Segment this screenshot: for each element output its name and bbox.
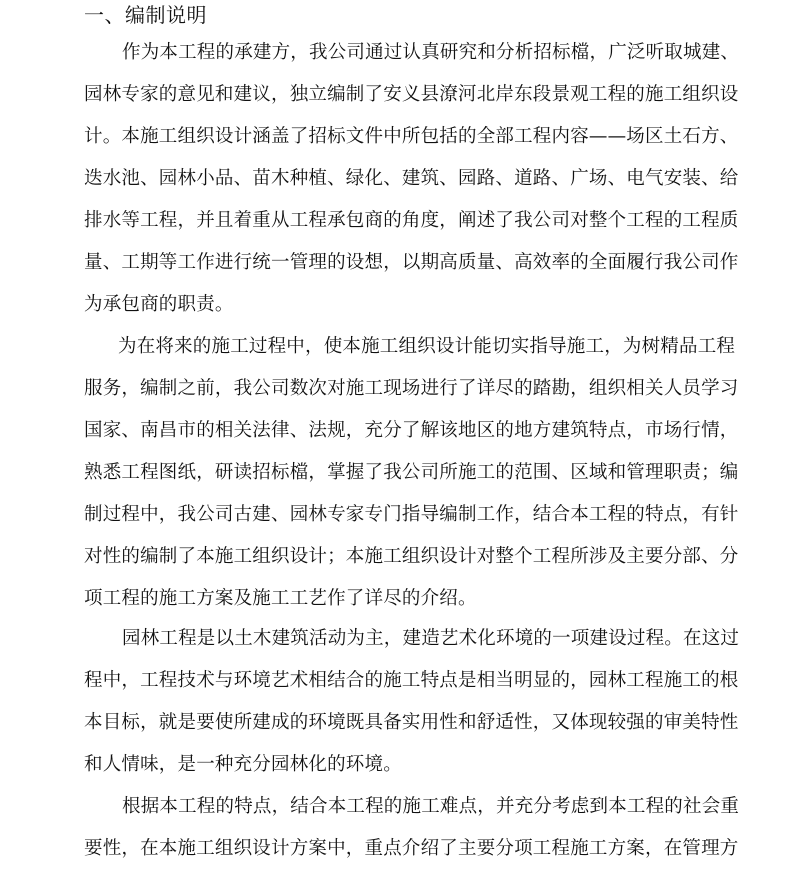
paragraph-1-line-5: 排水等工程，并且着重从工程承包商的角度，阐述了我公司对整个工程的工程质 bbox=[84, 210, 739, 231]
paragraph-1-line-7: 为承包商的职责。 bbox=[84, 294, 234, 315]
paragraph-1-line-3: 计。本施工组织设计涵盖了招标文件中所包括的全部工程内容——场区土石方、 bbox=[84, 126, 739, 147]
paragraph-2-line-2: 服务，编制之前，我公司数次对施工现场进行了详尽的踏勘，组织相关人员学习 bbox=[84, 378, 739, 399]
paragraph-4-line-2: 要性，在本施工组织设计方案中，重点介绍了主要分项工程施工方案，在管理方 bbox=[84, 838, 739, 859]
section-heading: 一、编制说明 bbox=[84, 3, 207, 27]
paragraph-2-line-6: 对性的编制了本施工组织设计；本施工组织设计对整个工程所涉及主要分部、分 bbox=[84, 546, 739, 567]
paragraph-2-line-4: 熟悉工程图纸，研读招标檔，掌握了我公司所施工的范围、区域和管理职责；编 bbox=[84, 462, 739, 483]
paragraph-1-line-1: 作为本工程的承建方，我公司通过认真研究和分析招标檔，广泛听取城建、 bbox=[122, 42, 740, 63]
paragraph-2-line-7: 项工程的施工方案及施工工艺作了详尽的介绍。 bbox=[84, 588, 477, 609]
paragraph-3-line-2: 程中，工程技术与环境艺术相结合的施工特点是相当明显的，园林工程施工的根 bbox=[84, 670, 739, 691]
paragraph-3-line-3: 本目标，就是要使所建成的环境既具备实用性和舒适性，又体现较强的审美特性 bbox=[84, 712, 739, 733]
paragraph-1-line-4: 迭水池、园林小品、苗木种植、绿化、建筑、园路、道路、广场、电气安装、给 bbox=[84, 168, 739, 189]
paragraph-4-line-1: 根据本工程的特点，结合本工程的施工难点，并充分考虑到本工程的社会重 bbox=[122, 796, 740, 817]
paragraph-3-line-4: 和人情味，是一种充分园林化的环境。 bbox=[84, 754, 402, 775]
paragraph-1-line-6: 量、工期等工作进行统一管理的设想，以期高质量、高效率的全面履行我公司作 bbox=[84, 252, 739, 273]
paragraph-2-line-3: 国家、南昌市的相关法律、法规，充分了解该地区的地方建筑特点，市场行情， bbox=[84, 420, 739, 441]
paragraph-1-line-2: 园林专家的意见和建议，独立编制了安义县潦河北岸东段景观工程的施工组织设 bbox=[84, 84, 739, 105]
paragraph-3-line-1: 园林工程是以土木建筑活动为主，建造艺术化环境的一项建设过程。在这过 bbox=[122, 628, 740, 649]
paragraph-2-line-1: 为在将来的施工过程中，使本施工组织设计能切实指导施工，为树精品工程 bbox=[118, 336, 736, 357]
paragraph-2-line-5: 制过程中，我公司古建、园林专家专门指导编制工作，结合本工程的特点，有针 bbox=[84, 504, 739, 525]
